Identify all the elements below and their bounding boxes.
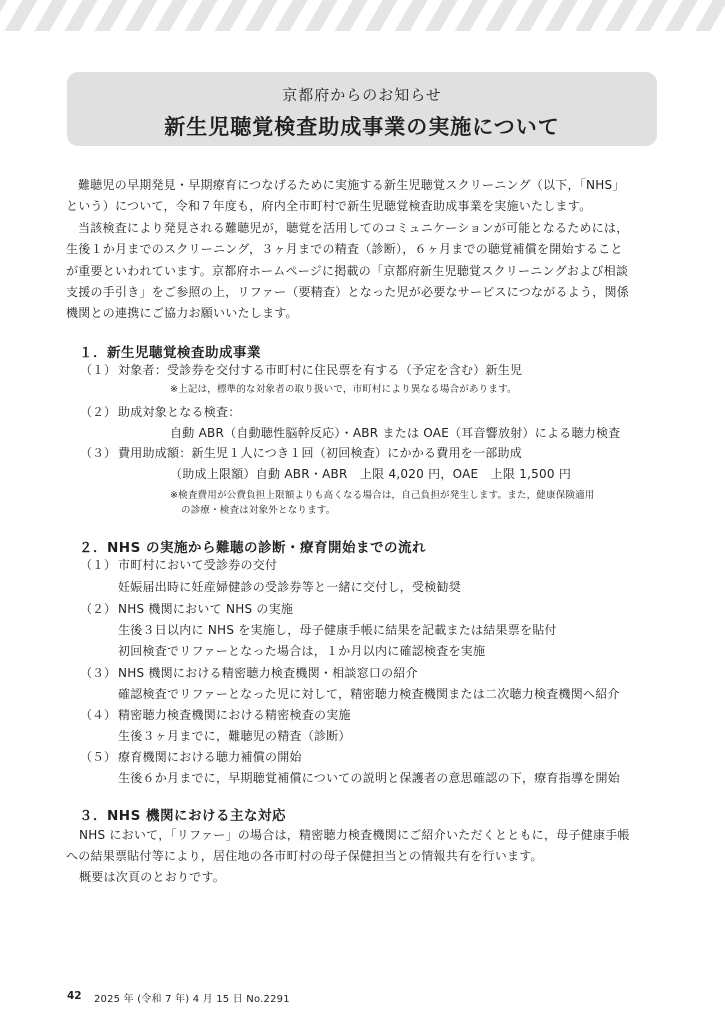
step-4-title: 精密聴力検査機関における精密検査の実施 <box>118 708 351 722</box>
step-number: （２） <box>80 602 117 616</box>
target-person-text: 対象者：受診券を交付する市町村に住民票を有する（予定を含む）新生児 <box>118 363 523 377</box>
step-2-detail: 初回検査でリファーとなった場合は，１か月以内に確認検査を実施 <box>118 644 486 658</box>
step-number: （５） <box>80 750 117 764</box>
intro-p2-line: が重要といわれています。京都府ホームページに掲載の「京都府新生児聴覚スクリーニングおよび相談 <box>66 263 629 278</box>
item-number: （３） <box>80 446 117 460</box>
page-number: 42 <box>67 990 82 1002</box>
step-1-title: 市町村において受診券の交付 <box>118 558 278 572</box>
step-5-title: 療育機関における聴力補償の開始 <box>118 750 302 764</box>
step-2-detail: 生後３日以内に NHS を実施し，母子健康手帳に結果を記載または結果票を貼付 <box>118 623 557 637</box>
section-1-heading: １．新生児聴覚検査助成事業 <box>79 345 261 361</box>
target-person-note: ※上記は，標準的な対象者の取り扱いで，市町村により異なる場合があります。 <box>170 384 517 395</box>
subsidy-note: ※検査費用が公費負担上限額よりも高くなる場合は，自己負担が発生します。また，健康保険適用 <box>170 490 595 501</box>
intro-p2-line: 支援の手引き」をご参照の上，リファー（要精査）となった児が必要なサービスにつながるよう，関係 <box>66 284 630 299</box>
section-3-text: 概要は次頁のとおりです。 <box>79 870 226 884</box>
subsidy-amount-text: 費用助成額：新生児１人につき１回（初回検査）にかかる費用を一部助成 <box>118 446 523 460</box>
step-5-detail: 生後６か月までに，早期聴覚補償についての説明と保護者の意思確認の下，療育指導を開始 <box>118 771 621 785</box>
intro-p2-line: 生後１か月までのスクリーニング，３ヶ月までの精査（診断），６ヶ月までの聴覚補償を開始すること <box>66 242 623 257</box>
step-1-detail: 妊娠届出時に妊産婦健診の受診券等と一緒に交付し，受検勧奨 <box>118 580 462 594</box>
step-number: （１） <box>80 558 117 572</box>
intro-paragraph-2 <box>66 218 662 324</box>
step-number: （３） <box>80 666 117 680</box>
step-3-detail: 確認検査でリファーとなった児に対して，精密聴力検査機関または二次聴力検査機関へ紹介 <box>118 687 620 701</box>
intro-p2-line: 当該検査により発見される難聴児が，聴覚を活用してのコミュニケーションが可能となるためには， <box>78 221 629 235</box>
step-2-title: NHS 機関において NHS の実施 <box>118 602 294 616</box>
intro-p2-line: 機関との連携にご協力お願いいたします。 <box>66 306 298 321</box>
subsidy-note: の診療・検査は対象外となります。 <box>181 505 336 516</box>
item-number: （２） <box>80 405 117 419</box>
step-4-detail: 生後３ヶ月までに，難聴児の精査（診断） <box>118 729 351 743</box>
top-stripe-decoration <box>0 0 725 31</box>
intro-p1-line: 難聴児の早期発見・早期療育につなげるために実施する新生児聴覚スクリーニング（以下，「NHS」 <box>78 178 625 192</box>
covered-exam-label: 助成対象となる検査： <box>118 405 241 419</box>
title-box <box>67 72 657 146</box>
step-3-title: NHS 機関における精密聴力検査機関・相談窓口の紹介 <box>118 666 418 680</box>
intro-paragraph-1 <box>66 175 662 218</box>
page-title: 新生児聴覚検査助成事業の実施について <box>164 114 560 139</box>
section-3-text: NHS において，「リファー」の場合は，精密聴力検査機関にご紹介いただくとともに，母子健康手帳 <box>79 828 630 842</box>
step-number: （４） <box>80 708 117 722</box>
section-2-heading: ２．NHS の実施から難聴の診断・療育開始までの流れ <box>79 540 427 556</box>
intro-p1-line: という）について，令和７年度も，府内全市町村で新生児聴覚検査助成事業を実施いたします。 <box>66 199 592 214</box>
item-number: （１） <box>80 363 117 377</box>
section-3-text: への結果票貼付等により，居住地の各市町村の母子保健担当との情報共有を行います。 <box>66 849 543 863</box>
covered-exam-detail: 自動 ABR（自動聴性脳幹反応）・ABR または OAE（耳音響放射）による聴力検査 <box>170 426 621 440</box>
section-3-heading: ３．NHS 機関における主な対応 <box>79 808 287 824</box>
page-subtitle: 京都府からのお知らせ <box>282 86 442 104</box>
issue-info: 2025 年 (令和 7 年) 4 月 15 日 No.2291 <box>94 994 290 1005</box>
subsidy-limit-detail: （助成上限額）自動 ABR・ABR 上限 4,020 円，OAE 上限 1,500 円 <box>170 467 572 481</box>
